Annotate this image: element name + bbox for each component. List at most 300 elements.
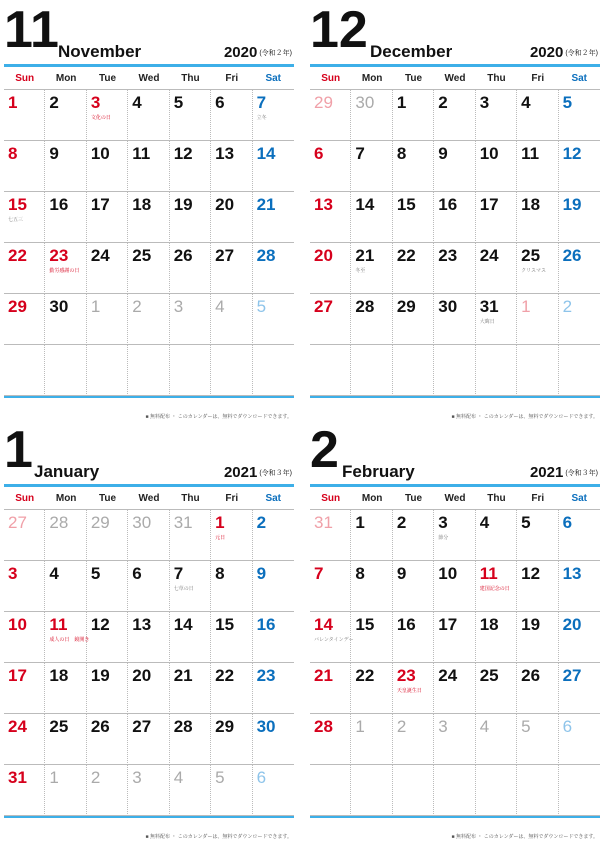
day-cell xyxy=(170,90,211,141)
day-number: 14 xyxy=(173,615,193,634)
day-cell xyxy=(517,345,558,396)
day-number: 31 xyxy=(314,513,333,532)
day-cell xyxy=(559,243,600,294)
day-cell xyxy=(211,765,252,816)
day-number: 28 xyxy=(314,717,333,736)
day-number: 6 xyxy=(132,564,142,583)
footer-note: ■ 無料配布 ・ このカレンダーは、無料でダウンロードできます。 xyxy=(145,834,292,840)
day-number: 5 xyxy=(173,93,184,112)
day-number: 3 xyxy=(8,564,18,583)
day-number: 8 xyxy=(355,564,365,583)
day-number: 5 xyxy=(521,717,531,736)
day-number: 9 xyxy=(49,144,59,163)
day-number: 24 xyxy=(438,666,458,685)
day-number: 13 xyxy=(314,195,333,214)
header-divider xyxy=(310,484,600,487)
day-cell xyxy=(351,612,392,663)
day-cell xyxy=(393,345,434,396)
day-number: 18 xyxy=(49,666,69,685)
month-number: 1 xyxy=(4,421,33,479)
day-cell xyxy=(434,141,475,192)
day-cell xyxy=(310,510,351,561)
day-cell xyxy=(45,243,86,294)
day-number: 29 xyxy=(396,297,416,316)
calendar-january xyxy=(4,420,294,840)
weekday-sun: Sun xyxy=(321,492,341,504)
day-number: 22 xyxy=(215,666,235,685)
day-number: 19 xyxy=(521,615,541,634)
day-cell xyxy=(476,663,517,714)
weekday-fri: Fri xyxy=(225,72,239,84)
weekday-mon: Mon xyxy=(361,492,383,504)
day-cell xyxy=(517,294,558,345)
day-cell xyxy=(4,510,45,561)
day-cell xyxy=(310,294,351,345)
day-note: 大晦日 xyxy=(479,319,495,325)
day-number: 5 xyxy=(256,297,267,316)
day-number: 4 xyxy=(215,297,225,316)
day-cell xyxy=(253,192,294,243)
day-number: 1 xyxy=(396,93,407,112)
month-number: 11 xyxy=(4,1,59,59)
day-cell xyxy=(559,714,600,765)
day-cell xyxy=(517,90,558,141)
day-number: 20 xyxy=(314,246,333,265)
day-cell xyxy=(170,561,211,612)
weekday-tue: Tue xyxy=(405,492,423,504)
weekday-fri: Fri xyxy=(531,72,545,84)
day-number: 1 xyxy=(8,93,18,112)
day-number: 4 xyxy=(479,513,490,532)
day-number: 13 xyxy=(215,144,235,163)
day-number: 16 xyxy=(49,195,69,214)
day-cell xyxy=(128,561,169,612)
day-number: 2 xyxy=(49,93,59,112)
day-cell xyxy=(351,714,392,765)
day-cell xyxy=(310,90,351,141)
day-number: 15 xyxy=(8,195,27,214)
day-cell xyxy=(128,192,169,243)
year-number: 2021 xyxy=(529,464,564,481)
day-cell xyxy=(45,765,86,816)
weekday-mon: Mon xyxy=(55,72,77,84)
month-name: February xyxy=(342,462,415,481)
day-cell xyxy=(253,663,294,714)
day-number: 6 xyxy=(562,513,573,532)
day-cell xyxy=(310,714,351,765)
day-number: 17 xyxy=(479,195,499,214)
day-cell xyxy=(45,192,86,243)
day-note: 建国記念の日 xyxy=(479,586,510,592)
day-number: 3 xyxy=(438,717,448,736)
day-number: 1 xyxy=(215,513,225,532)
day-cell xyxy=(211,90,252,141)
day-cell xyxy=(45,714,86,765)
day-cell xyxy=(434,90,475,141)
day-cell xyxy=(253,141,294,192)
day-number: 9 xyxy=(256,564,267,583)
day-number: 5 xyxy=(562,93,573,112)
day-number: 22 xyxy=(355,666,375,685)
day-cell xyxy=(517,510,558,561)
day-note: 天皇誕生日 xyxy=(396,688,422,694)
year-label xyxy=(530,44,598,61)
day-number: 16 xyxy=(396,615,416,634)
day-number: 30 xyxy=(132,513,152,532)
day-cell xyxy=(434,714,475,765)
day-number: 11 xyxy=(49,615,68,634)
header-divider xyxy=(4,484,294,487)
day-cell xyxy=(434,345,475,396)
bottom-divider xyxy=(4,396,294,398)
day-number: 4 xyxy=(132,93,142,112)
weekday-tue: Tue xyxy=(405,72,423,84)
day-number: 7 xyxy=(355,144,365,163)
day-number: 19 xyxy=(90,666,110,685)
day-number: 21 xyxy=(173,666,193,685)
day-number: 10 xyxy=(438,564,458,583)
day-note: バレンタインデー xyxy=(314,637,354,643)
day-cell xyxy=(45,612,90,663)
day-cell xyxy=(434,243,475,294)
day-cell xyxy=(253,294,294,345)
day-cell xyxy=(476,243,517,294)
day-cell xyxy=(211,345,252,396)
weekday-sat: Sat xyxy=(571,72,588,84)
day-number: 6 xyxy=(314,144,324,163)
day-number: 30 xyxy=(256,717,276,736)
day-number: 2 xyxy=(396,717,407,736)
weekday-sun: Sun xyxy=(15,72,35,84)
day-cell xyxy=(393,714,434,765)
day-number: 4 xyxy=(173,768,184,787)
day-number: 22 xyxy=(396,246,416,265)
weekday-row xyxy=(310,67,600,90)
day-cell xyxy=(476,714,517,765)
day-cell xyxy=(434,765,475,816)
month-name: January xyxy=(34,462,100,481)
day-cell xyxy=(517,663,558,714)
day-cell xyxy=(170,510,211,561)
era-label: (令和３年) xyxy=(259,470,292,477)
day-number: 31 xyxy=(8,768,27,787)
day-cell xyxy=(4,192,45,243)
day-cell xyxy=(45,663,86,714)
weekday-thu: Thu xyxy=(181,72,200,84)
day-cell xyxy=(393,612,434,663)
day-cell xyxy=(253,561,294,612)
day-number: 27 xyxy=(562,666,582,685)
day-number: 3 xyxy=(479,93,490,112)
day-number: 2 xyxy=(562,297,573,316)
day-note: クリスマス xyxy=(521,268,546,274)
day-number: 23 xyxy=(396,666,416,685)
day-cell xyxy=(253,612,294,663)
calendar-december xyxy=(310,0,600,420)
day-number: 3 xyxy=(438,513,448,532)
month-number: 12 xyxy=(310,1,368,59)
day-cell xyxy=(211,561,252,612)
day-cell xyxy=(211,243,252,294)
calendar-february xyxy=(310,420,600,840)
day-number: 6 xyxy=(256,768,267,787)
weekday-thu: Thu xyxy=(487,72,506,84)
day-number: 3 xyxy=(132,768,142,787)
day-cell xyxy=(434,561,475,612)
weekday-sun: Sun xyxy=(321,72,341,84)
day-cell xyxy=(559,612,600,663)
day-cell xyxy=(559,561,600,612)
footer-note: ■ 無料配布 ・ このカレンダーは、無料でダウンロードできます。 xyxy=(145,414,292,420)
day-cell xyxy=(393,192,434,243)
day-number: 17 xyxy=(8,666,27,685)
era-label: (令和２年) xyxy=(259,50,292,57)
year-number: 2020 xyxy=(223,44,258,61)
day-note: 冬至 xyxy=(355,268,366,274)
day-cell xyxy=(87,345,128,396)
day-cell xyxy=(170,243,211,294)
weekday-sun: Sun xyxy=(15,492,35,504)
day-cell xyxy=(87,141,128,192)
weekday-wed: Wed xyxy=(138,492,160,504)
day-cell xyxy=(559,90,600,141)
day-cell xyxy=(434,612,475,663)
day-cell xyxy=(4,714,45,765)
day-note: 勤労感謝の日 xyxy=(49,268,80,274)
day-cell xyxy=(253,345,294,396)
day-number: 2 xyxy=(438,93,448,112)
day-cell xyxy=(87,192,128,243)
day-cell xyxy=(87,243,128,294)
day-cell xyxy=(476,192,517,243)
day-cell xyxy=(211,663,252,714)
footer-note: ■ 無料配布 ・ このカレンダーは、無料でダウンロードできます。 xyxy=(451,834,598,840)
day-number: 1 xyxy=(90,297,101,316)
day-number: 26 xyxy=(90,717,110,736)
month-name: December xyxy=(370,42,453,61)
day-cell xyxy=(434,192,475,243)
day-cell xyxy=(393,510,434,561)
day-number: 1 xyxy=(355,717,365,736)
day-number: 31 xyxy=(479,297,499,316)
day-cell xyxy=(4,345,45,396)
day-number: 19 xyxy=(562,195,582,214)
day-cell xyxy=(4,612,45,663)
day-cell xyxy=(211,294,252,345)
day-cell xyxy=(128,612,169,663)
weekday-wed: Wed xyxy=(444,72,466,84)
era-label: (令和２年) xyxy=(565,50,598,57)
bottom-divider xyxy=(4,816,294,818)
day-number: 26 xyxy=(521,666,541,685)
weekday-row xyxy=(310,487,600,510)
day-number: 22 xyxy=(8,246,27,265)
day-cell xyxy=(393,243,434,294)
day-cell xyxy=(517,561,558,612)
day-cell xyxy=(393,765,434,816)
day-cell xyxy=(253,765,294,816)
day-cell xyxy=(517,141,558,192)
day-cell xyxy=(351,192,392,243)
day-cell xyxy=(4,141,45,192)
day-number: 28 xyxy=(173,717,193,736)
day-cell xyxy=(211,510,252,561)
day-number: 14 xyxy=(314,615,333,634)
day-number: 27 xyxy=(215,246,235,265)
day-cell xyxy=(170,765,211,816)
bottom-divider xyxy=(310,396,600,398)
day-cell xyxy=(128,294,169,345)
day-number: 3 xyxy=(90,93,101,112)
day-number: 28 xyxy=(49,513,69,532)
day-grid xyxy=(4,90,294,396)
day-number: 21 xyxy=(256,195,276,214)
day-cell xyxy=(310,561,351,612)
era-label: (令和３年) xyxy=(565,470,598,477)
weekday-thu: Thu xyxy=(487,492,506,504)
day-cell xyxy=(253,90,294,141)
year-number: 2021 xyxy=(223,464,258,481)
day-cell xyxy=(45,90,86,141)
day-cell xyxy=(45,561,86,612)
day-cell xyxy=(351,345,392,396)
weekday-sat: Sat xyxy=(265,492,282,504)
day-number: 24 xyxy=(90,246,110,265)
month-header xyxy=(310,0,600,64)
weekday-thu: Thu xyxy=(181,492,200,504)
day-number: 15 xyxy=(396,195,416,214)
day-number: 7 xyxy=(173,564,184,583)
day-number: 20 xyxy=(215,195,235,214)
day-note: 成人の日 鏡開き xyxy=(49,637,90,643)
day-cell xyxy=(45,510,86,561)
day-cell xyxy=(310,141,351,192)
calendar-november xyxy=(4,0,294,420)
day-number: 3 xyxy=(173,297,184,316)
day-number: 4 xyxy=(49,564,59,583)
day-cell xyxy=(87,612,128,663)
day-cell xyxy=(4,663,45,714)
day-number: 2 xyxy=(90,768,101,787)
day-cell xyxy=(170,345,211,396)
day-cell xyxy=(170,663,211,714)
day-grid xyxy=(310,90,600,396)
day-cell xyxy=(253,714,294,765)
day-cell xyxy=(517,192,558,243)
day-cell xyxy=(4,561,45,612)
day-cell xyxy=(170,294,211,345)
day-number: 27 xyxy=(314,297,333,316)
day-number: 16 xyxy=(256,615,276,634)
day-number: 30 xyxy=(438,297,458,316)
day-cell xyxy=(476,90,517,141)
day-cell xyxy=(351,561,392,612)
day-number: 1 xyxy=(521,297,531,316)
day-number: 25 xyxy=(521,246,541,265)
day-number: 12 xyxy=(562,144,582,163)
weekday-tue: Tue xyxy=(99,492,117,504)
day-cell xyxy=(393,561,434,612)
day-cell xyxy=(310,612,354,663)
day-number: 17 xyxy=(438,615,458,634)
day-cell xyxy=(87,714,128,765)
day-number: 6 xyxy=(215,93,225,112)
day-cell xyxy=(87,663,128,714)
header-divider xyxy=(4,64,294,67)
day-cell xyxy=(476,294,517,345)
day-cell xyxy=(87,510,128,561)
day-cell xyxy=(559,192,600,243)
day-number: 4 xyxy=(479,717,490,736)
day-cell xyxy=(476,612,517,663)
day-cell xyxy=(434,294,475,345)
day-cell xyxy=(211,714,252,765)
year-label xyxy=(530,464,598,481)
month-header xyxy=(4,0,294,64)
day-cell xyxy=(128,765,169,816)
day-number: 18 xyxy=(479,615,499,634)
day-number: 27 xyxy=(132,717,152,736)
day-number: 25 xyxy=(49,717,69,736)
day-number: 2 xyxy=(396,513,407,532)
day-cell xyxy=(476,765,517,816)
day-cell xyxy=(4,90,45,141)
day-cell xyxy=(559,765,600,816)
month-number: 2 xyxy=(310,421,339,479)
day-number: 25 xyxy=(132,246,152,265)
day-number: 20 xyxy=(132,666,152,685)
day-cell xyxy=(559,663,600,714)
day-number: 29 xyxy=(8,297,27,316)
day-note: 立冬 xyxy=(256,115,267,121)
weekday-sat: Sat xyxy=(571,492,588,504)
day-cell xyxy=(310,243,351,294)
day-number: 14 xyxy=(256,144,276,163)
weekday-wed: Wed xyxy=(444,492,466,504)
day-number: 2 xyxy=(132,297,142,316)
day-number: 11 xyxy=(521,144,540,163)
day-cell xyxy=(434,663,475,714)
day-cell xyxy=(559,294,600,345)
day-number: 2 xyxy=(256,513,267,532)
day-cell xyxy=(87,90,128,141)
weekday-sat: Sat xyxy=(265,72,282,84)
day-cell xyxy=(87,561,128,612)
day-number: 5 xyxy=(215,768,225,787)
day-number: 27 xyxy=(8,513,27,532)
day-number: 28 xyxy=(256,246,276,265)
day-number: 13 xyxy=(562,564,582,583)
day-cell xyxy=(559,345,600,396)
day-cell xyxy=(170,714,211,765)
weekday-row xyxy=(4,487,294,510)
day-number: 30 xyxy=(355,93,375,112)
day-cell xyxy=(170,612,211,663)
day-cell xyxy=(351,765,392,816)
weekday-row xyxy=(4,67,294,90)
day-number: 9 xyxy=(396,564,407,583)
day-cell xyxy=(351,141,392,192)
day-grid xyxy=(310,510,600,816)
day-cell xyxy=(170,141,211,192)
day-cell xyxy=(128,141,169,192)
day-cell xyxy=(559,510,600,561)
day-number: 1 xyxy=(49,768,59,787)
day-number: 29 xyxy=(90,513,110,532)
day-number: 10 xyxy=(90,144,110,163)
day-number: 23 xyxy=(256,666,276,685)
day-number: 30 xyxy=(49,297,69,316)
